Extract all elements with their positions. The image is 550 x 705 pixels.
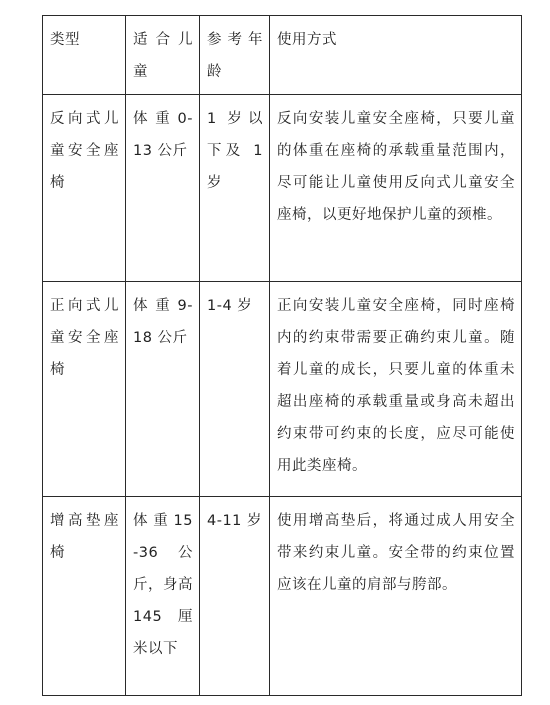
cell-usage: 正向安装儿童安全座椅，同时座椅内的约束带需要正确约束儿童。随着儿童的成长，只要儿童的体重未超出座椅的承载重量或身高未超出约束带可约束的长度，应尽可能使用此类座椅。 bbox=[270, 282, 522, 497]
table-row bbox=[43, 282, 522, 497]
seat-type-table bbox=[42, 15, 522, 696]
header-usage: 使用方式 bbox=[270, 16, 522, 95]
cell-weight: 体 重 9-18 公斤 bbox=[126, 282, 200, 497]
table-row bbox=[43, 497, 522, 696]
cell-age: 1-4 岁 bbox=[200, 282, 270, 497]
cell-usage: 使用增高垫后，将通过成人用安全带来约束儿童。安全带的约束位置应该在儿童的肩部与胯部。 bbox=[270, 497, 522, 696]
table-header-row bbox=[43, 16, 522, 95]
cell-usage: 反向安装儿童安全座椅，只要儿童的体重在座椅的承载重量范围内，尽可能让儿童使用反向式儿童安全座椅，以更好地保护儿童的颈椎。 bbox=[270, 95, 522, 282]
cell-weight: 体 重 15-36 公斤，身高 145 厘米以下 bbox=[126, 497, 200, 696]
table-row bbox=[43, 95, 522, 282]
cell-age: 4-11 岁 bbox=[200, 497, 270, 696]
cell-type: 反向式儿童安全座椅 bbox=[43, 95, 126, 282]
cell-age: 1 岁以下及 1 岁 bbox=[200, 95, 270, 282]
cell-weight: 体 重 0-13 公斤 bbox=[126, 95, 200, 282]
header-type: 类型 bbox=[43, 16, 126, 95]
cell-type: 正向式儿童安全座椅 bbox=[43, 282, 126, 497]
header-suitable-child: 适 合 儿童 bbox=[126, 16, 200, 95]
header-reference-age: 参考年龄 bbox=[200, 16, 270, 95]
cell-type: 增高垫座椅 bbox=[43, 497, 126, 696]
